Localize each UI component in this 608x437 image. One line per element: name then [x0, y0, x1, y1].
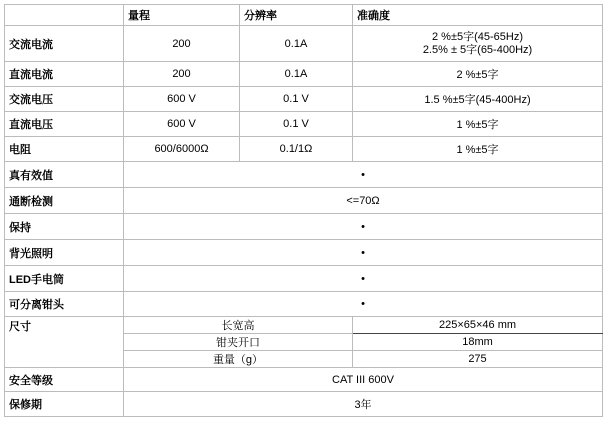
- row-label: 直流电流: [5, 62, 124, 87]
- row-label: 交流电流: [5, 26, 124, 62]
- row-label: 交流电压: [5, 87, 124, 112]
- header-row: [5, 5, 603, 26]
- feature-value: •: [124, 292, 603, 317]
- row-backlight: [5, 240, 603, 266]
- header-accuracy: 准确度: [353, 5, 603, 26]
- feature-label: 真有效值: [5, 162, 124, 188]
- row-continuity: [5, 188, 603, 214]
- resolution-cell: 0.1A: [240, 62, 353, 87]
- dimension-value: 275: [353, 351, 603, 368]
- feature-label: 可分离钳头: [5, 292, 124, 317]
- warranty-value: 3年: [124, 392, 603, 417]
- feature-value: <=70Ω: [124, 188, 603, 214]
- feature-label: 保持: [5, 214, 124, 240]
- row-true-rms: [5, 162, 603, 188]
- accuracy-cell: [353, 26, 603, 62]
- safety-label: 安全等级: [5, 368, 124, 392]
- row-dimensions: [5, 317, 603, 334]
- dimension-value: 18mm: [353, 334, 603, 351]
- accuracy-line-1: 2 %±5字(45-65Hz): [431, 30, 523, 43]
- row-warranty: [5, 392, 603, 417]
- spec-table: [4, 4, 603, 417]
- row-label: 直流电压: [5, 112, 124, 137]
- row-dc-current: [5, 62, 603, 87]
- row-resistance: [5, 137, 603, 162]
- feature-value: •: [124, 162, 603, 188]
- row-dc-voltage: [5, 112, 603, 137]
- accuracy-line-2: 2.5% ± 5字(65-400Hz): [422, 43, 533, 56]
- accuracy-cell: 1 %±5字: [353, 137, 603, 162]
- header-resolution: 分辨率: [240, 5, 353, 26]
- dimension-name: 长宽高: [124, 317, 353, 334]
- row-safety: [5, 368, 603, 392]
- range-cell: 600 V: [124, 112, 240, 137]
- accuracy-cell: 1 %±5字: [353, 112, 603, 137]
- row-ac-voltage: [5, 87, 603, 112]
- range-cell: 200: [124, 62, 240, 87]
- warranty-label: 保修期: [5, 392, 124, 417]
- feature-value: •: [124, 214, 603, 240]
- dimension-value: 225×65×46 mm: [353, 317, 603, 334]
- row-ac-current: [5, 26, 603, 62]
- header-blank: [5, 5, 124, 26]
- safety-value: CAT III 600V: [124, 368, 603, 392]
- header-range: 量程: [124, 5, 240, 26]
- dimension-name: 钳夹开口: [124, 334, 353, 351]
- row-hold: [5, 214, 603, 240]
- resolution-cell: 0.1A: [240, 26, 353, 62]
- range-cell: 600/6000Ω: [124, 137, 240, 162]
- dimension-name: 重量（g）: [124, 351, 353, 368]
- resolution-cell: 0.1/1Ω: [240, 137, 353, 162]
- dimensions-label: 尺寸: [5, 317, 124, 368]
- row-led-flashlight: [5, 266, 603, 292]
- resolution-cell: 0.1 V: [240, 112, 353, 137]
- feature-label: LED手电筒: [5, 266, 124, 292]
- range-cell: 200: [124, 26, 240, 62]
- feature-label: 背光照明: [5, 240, 124, 266]
- row-detachable-jaw: [5, 292, 603, 317]
- feature-value: •: [124, 266, 603, 292]
- range-cell: 600 V: [124, 87, 240, 112]
- resolution-cell: 0.1 V: [240, 87, 353, 112]
- accuracy-cell: 1.5 %±5字(45-400Hz): [353, 87, 603, 112]
- accuracy-cell: 2 %±5字: [353, 62, 603, 87]
- feature-label: 通断检测: [5, 188, 124, 214]
- feature-value: •: [124, 240, 603, 266]
- row-label: 电阻: [5, 137, 124, 162]
